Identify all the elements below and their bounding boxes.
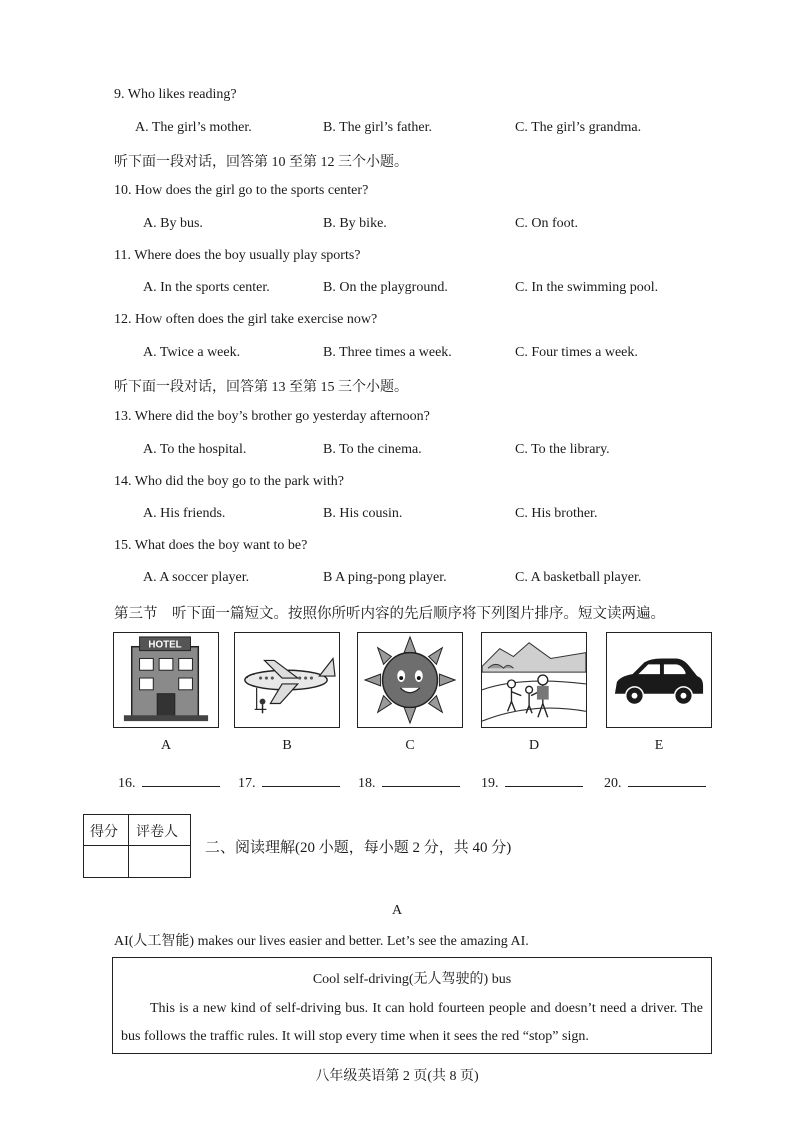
score-box [83,814,191,878]
answer-blank-19[interactable] [481,772,583,792]
blank-line[interactable] [628,772,706,787]
q13-option-b: B. To the cinema. [323,442,422,457]
q13-option-c: C. To the library. [515,442,610,457]
question-15: 15. What does the boy want to be? [114,538,308,553]
passage-letter: A [391,903,403,918]
picture-b-label: B [282,738,292,753]
passage-intro: AI(人工智能) makes our lives easier and better. Let’s see the amazing AI. [114,934,529,949]
blank-number: 16. [118,776,136,791]
blank-line[interactable] [142,772,220,787]
q11-option-a: A. In the sports center. [143,280,270,295]
picture-d [481,632,587,728]
picture-a [113,632,219,728]
q11-option-b: B. On the playground. [323,280,448,295]
q11-option-c: C. In the swimming pool. [515,280,659,295]
instruction-dialog-10-12: 听下面一段对话，回答第 10 至第 12 三个小题。 [114,155,408,170]
picture-c-label: C [405,738,415,753]
question-13: 13. Where did the boy’s brother go yesterday afternoon? [114,409,430,424]
blank-line[interactable] [505,772,583,787]
q10-option-a: A. By bus. [143,216,203,231]
q12-option-b: B. Three times a week. [323,345,452,360]
answer-blank-18[interactable] [358,772,460,792]
q14-option-a: A. His friends. [143,506,226,521]
question-11: 11. Where does the boy usually play sports? [114,248,361,263]
q15-option-a: A. A soccer player. [143,570,250,585]
answer-blank-16[interactable] [118,772,220,792]
question-12: 12. How often does the girl take exercise now? [114,312,378,327]
q12-option-c: C. Four times a week. [515,345,638,360]
q15-option-b: B A ping-pong player. [323,570,447,585]
answer-blank-20[interactable] [604,772,706,792]
hotel-icon [114,633,218,727]
q9-option-b: B. The girl’s father. [323,120,432,135]
sun-icon [358,633,462,727]
question-14: 14. Who did the boy go to the park with? [114,474,344,489]
hotel-sign-text: HOTEL [148,639,182,651]
picture-e-label: E [654,738,664,753]
family-walking-icon [482,633,586,727]
blank-number: 20. [604,776,622,791]
page-footer: 八年级英语第 2 页(共 8 页) [315,1069,479,1084]
blank-number: 19. [481,776,499,791]
picture-e [606,632,712,728]
question-10: 10. How does the girl go to the sports center? [114,183,369,198]
passage-box [112,957,712,1054]
q9-option-c: C. The girl’s grandma. [515,120,642,135]
q9-option-a: A. The girl’s mother. [135,120,252,135]
section3-instruction: 第三节 听下面一篇短文。按照你所听内容的先后顺序将下列图片排序。短文读两遍。 [114,606,665,622]
q15-option-c: C. A basketball player. [515,570,642,585]
picture-a-label: A [160,738,172,753]
blank-number: 18. [358,776,376,791]
q10-option-b: B. By bike. [323,216,387,231]
blank-line[interactable] [382,772,460,787]
blank-line[interactable] [262,772,340,787]
picture-b [234,632,340,728]
passage-box-text: This is a new kind of self-driving bus. It can hold fourteen people and doesn’t need a driver. The bus follows the traffic rules. It will stop every time when it sees the red “stop” sign. [121,1001,703,1044]
q12-option-a: A. Twice a week. [143,345,241,360]
q14-option-b: B. His cousin. [323,506,403,521]
instruction-dialog-13-15: 听下面一段对话，回答第 13 至第 15 三个小题。 [114,380,408,395]
q14-option-c: C. His brother. [515,506,598,521]
car-icon [607,633,711,727]
question-9: 9. Who likes reading? [114,87,237,102]
picture-d-label: D [528,738,540,753]
airplane-icon [235,633,339,727]
passage-box-title: Cool self-driving(无人驾驶的) bus [312,972,512,987]
passage-box-body [121,995,703,1051]
grader-label: 评卷人 [136,825,178,840]
picture-c [357,632,463,728]
answer-blank-17[interactable] [238,772,340,792]
q13-option-a: A. To the hospital. [143,442,247,457]
score-label: 得分 [90,825,118,840]
q10-option-c: C. On foot. [515,216,578,231]
part2-heading: 二、阅读理解(20 小题，每小题 2 分，共 40 分) [205,840,512,856]
blank-number: 17. [238,776,256,791]
